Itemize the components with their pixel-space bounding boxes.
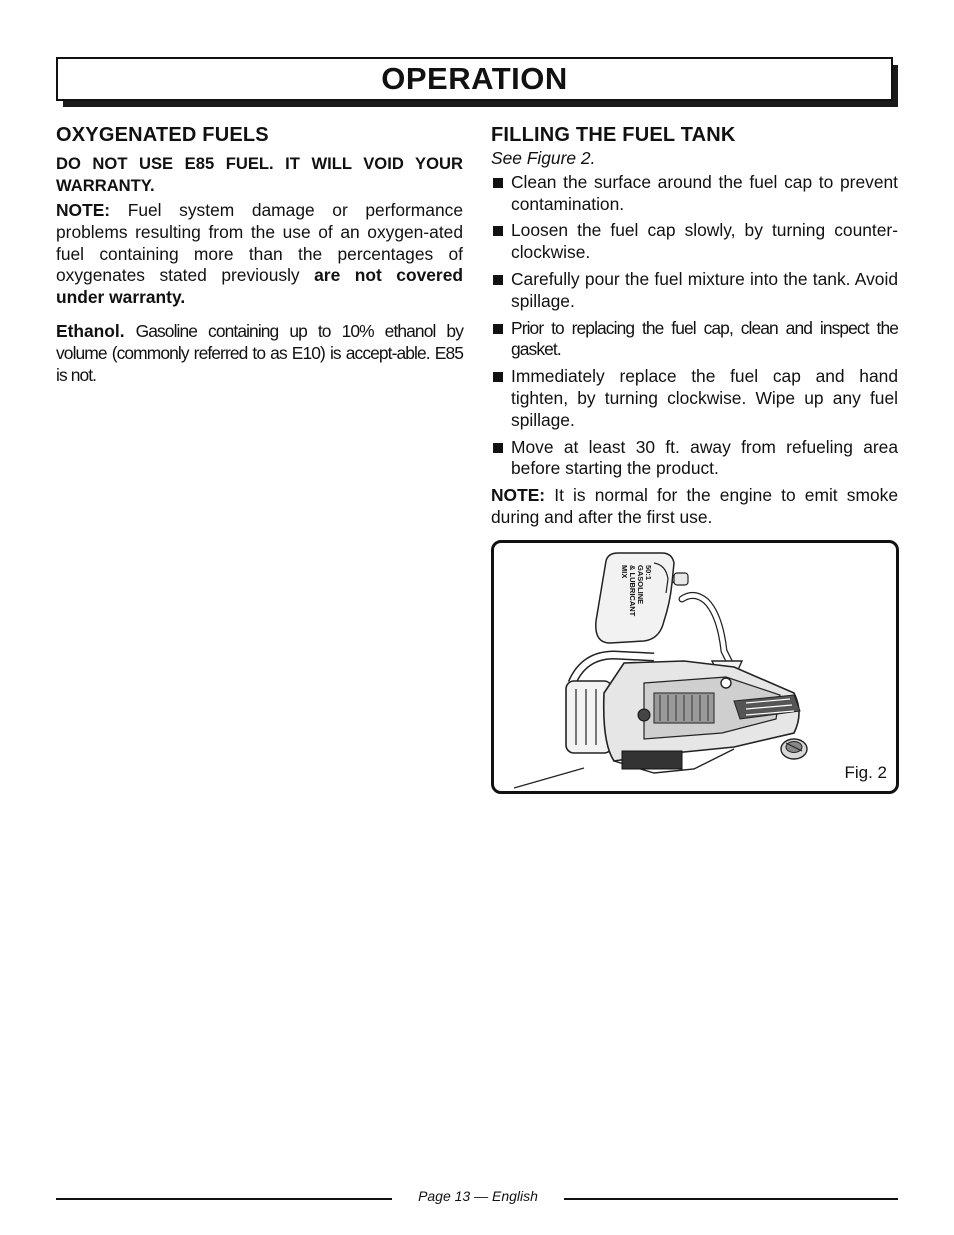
list-item: Clean the surface around the fuel cap to prevent contamination. [491,172,898,216]
note-paragraph [56,200,463,309]
svg-text:GASOLINE: GASOLINE [636,565,645,605]
footer-rule-right [564,1198,898,1200]
page-title: OPERATION [381,61,568,96]
bullet-square-icon [493,275,503,285]
svg-text:50:1: 50:1 [644,565,653,581]
note-text: It is normal for the engine to emit smoke during and after the first use. [491,485,898,527]
figure-2-refueling-illustration [491,540,899,794]
note-label: NOTE: [491,485,546,506]
list-item: Immediately replace the fuel cap and hand tighten, by turning clockwise. Wipe up any fuel spillage. [491,366,898,431]
bullet-square-icon [493,372,503,382]
list-item: Move at least 30 ft. away from refueling area before starting the product. [491,437,898,481]
bullet-square-icon [493,324,503,334]
filling-fuel-tank-section [491,122,898,535]
list-item: Prior to replacing the fuel cap, clean and inspect the gasket. [491,318,898,362]
smoke-note-paragraph [491,485,898,529]
oxygenated-fuels-section [56,122,463,392]
note-text: Fuel system damage or performance problems resulting from the use of an oxygen-ated fuel containing more than the percentages of oxygenates stated previously [56,200,463,286]
bullet-square-icon [493,226,503,236]
ground-line [514,768,584,788]
oxygenated-fuels-heading: OXYGENATED FUELS [56,124,269,146]
instruction-list [491,172,898,480]
e85-warning: DO NOT USE E85 FUEL. IT WILL VOID YOUR WARRANTY. [56,154,463,195]
ethanol-paragraph [56,321,463,386]
figure-caption: Fig. 2 [844,763,887,782]
list-item: Loosen the fuel cap slowly, by turning counter-clockwise. [491,220,898,264]
list-item: Carefully pour the fuel mixture into the tank. Avoid spillage. [491,269,898,313]
svg-text:& LUBRICANT: & LUBRICANT [628,565,637,617]
footer-rule-left [56,1198,392,1200]
chainsaw-refueling-drawing [494,543,896,791]
svg-text:MIX: MIX [620,565,629,579]
note-label: NOTE: [56,200,111,220]
chainsaw [566,655,800,773]
fuel-cap [781,739,807,759]
see-figure-reference: See Figure 2. [491,148,596,168]
note-bold-tail: are not covered under warranty. [56,265,463,308]
section-banner [56,57,893,101]
page-footer: Page 13 — English [418,1188,538,1204]
ethanol-text: Gasoline containing up to 10% ethanol by volume (commonly referred to as E10) is accept-able. E85 is not. [56,320,463,385]
filling-fuel-tank-heading: FILLING THE FUEL TANK [491,124,736,146]
ethanol-label: Ethanol. [56,320,125,341]
bullet-square-icon [493,178,503,188]
bullet-square-icon [493,443,503,453]
